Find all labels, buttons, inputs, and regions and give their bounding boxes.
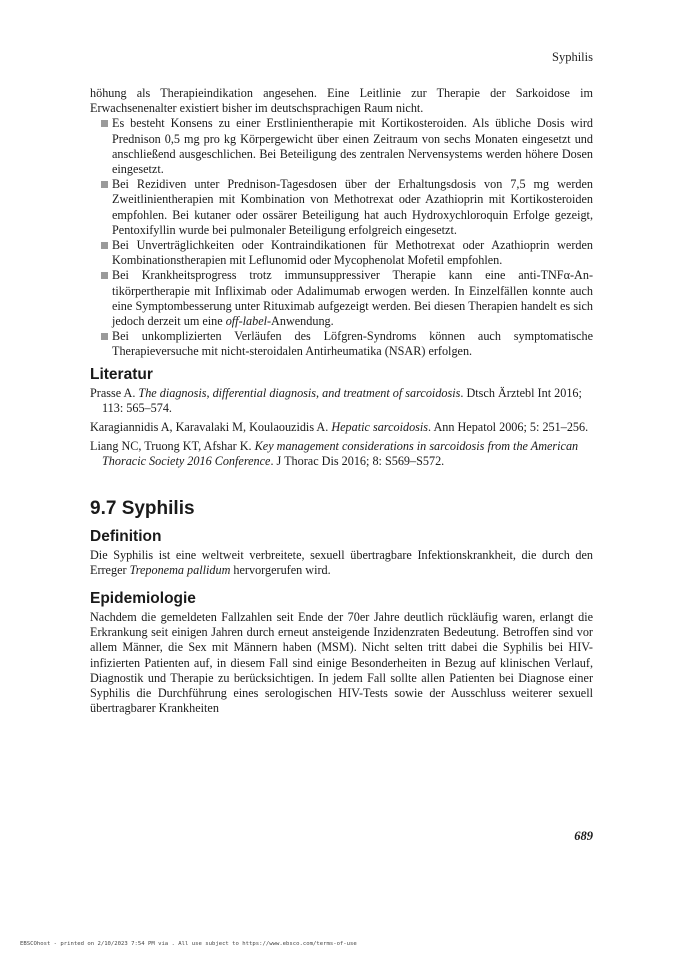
bullet-square-icon [101,333,108,340]
reference-title: The diagnosis, differential diagnosis, and treatment of sarcoidosis [138,385,461,400]
bullet-square-icon [101,181,108,188]
reference-item: Prasse A. The diagnosis, differential diagnosis, and treatment of sarcoidosis. Dtsch Ärztebl Int 2016; 113: 565–574. [90,385,582,415]
bullet-square-icon [101,242,108,249]
bullet-text: Es besteht Konsens zu einer Erstlinientherapie mit Kortikosteroiden. Als übliche Dosis wird Prednison 0,5 mg pro kg Körpergewicht über einen Zeitraum von sechs Monaten eingesetzt und anschließend ausgeschlichen. Bei Beteiligung des zentralen Nervensystems werden höhere Dosen eingesetzt. [112,116,593,177]
bullet-item [90,238,593,268]
bullet-italic-term: off-label [225,314,267,329]
bullet-item [90,329,593,359]
running-head: Syphilis [552,50,593,64]
bullet-text: Bei Krankheitsprogress trotz immunsuppressiver Therapie kann eine anti-TNFα-Antikörpertherapie mit Infliximab oder Adalimumab erwogen werden. In Einzelfällen konnte auch eine Symptombesserung unter Rituximab aufgezeigt werden. Bei diesen Therapien handelt es sich jedoch derzeit um eine [112,268,593,329]
reference-item: Liang NC, Truong KT, Afshar K. Key management considerations in sarcoidosis from the American Thoracic Society 2016 Conference. J Thorac Dis 2016; 8: S569–S572. [90,439,579,469]
therapy-bullet-list [90,116,593,359]
reference-title: Hepatic sarcoidosis [331,420,429,435]
page-number: 689 [574,829,593,843]
print-footer: EBSCOhost - printed on 2/10/2023 7:54 PM via . All use subject to https://www.ebsco.com/terms-of-use [20,941,357,947]
bullet-text: Bei Rezidiven unter Prednison-Tagesdosen über der Erhaltungsdosis von 7,5 mg werden Zweitlinientherapien mit Kombination von Methotrexat oder Azathioprin mit Kortikosteroiden empfohlen. Bei kutaner oder ossärer Beteiligung hat auch Hydroxychloroquin Erfolge gezeigt, Pentoxifyllin wurde bei pulmonaler Beteiligung erfolgreich eingesetzt. [112,177,593,237]
reference-item: Karagiannidis A, Karavalaki M, Koulaouzidis A. Hepatic sarcoidosis. Ann Hepatol 2006; 5: 251–256. [90,420,589,435]
epidemiologie-heading: Epidemiologie [90,590,196,608]
literatur-heading: Literatur [90,365,153,383]
bullet-square-icon [101,120,108,127]
intro-paragraph: höhung als Therapieindikation angesehen. Eine Leitlinie zur Therapie der Sarkoidose im Erwachsenenalter existiert bisher im deutschsprachigen Raum nicht. [90,86,593,116]
section-title: 9.7 Syphilis [90,497,195,519]
bullet-text-end: -Anwendung. [267,314,334,329]
bullet-item [90,268,593,329]
reference-title: Key management considerations in sarcoidosis from the American Thoracic Society 2016 Conference [102,439,579,469]
bullet-item [90,177,593,238]
definition-paragraph: Die Syphilis ist eine weltweit verbreitete, sexuell übertragbare Infektionskrankheit, die durch den Erreger Treponema pallidum hervorgerufen wird. [90,547,593,577]
bullet-text: Bei unkomplizierten Verläufen des Löfgren-Syndroms können auch symptomatische Therapieversuche mit nicht-steroidalen Antirheumatika (NSAR) erfolgen. [112,329,593,359]
bullet-square-icon [101,272,108,279]
epidemiologie-paragraph: Nachdem die gemeldeten Fallzahlen seit Ende der 70er Jahre deutlich rückläufig waren, erlangt die Erkrankung seit einigen Jahren durch erneut ansteigende Inzidenzraten Bedeutung. Betroffen sind vor allem Männer, die Sex mit Männern haben (MSM). Nicht selten tritt dabei die Syphilis bei HIV-infizierten Patienten auf, in diesem Fall sind einige Besonderheiten in Bezug auf klinischen Verlauf, Diagnostik und Therapie zu berücksichtigen. In jedem Fall sollte allen Patienten bei Diagnose einer Syphilis die Durchführung eines serologischen HIV-Tests sowie der Ausschluss weiterer sexuell übertragbarer Krankheiten [90,610,593,716]
bullet-item [90,116,593,177]
pathogen-name: Treponema pallidum [129,562,231,577]
bullet-text: Bei Unverträglichkeiten oder Kontraindikationen für Methotrexat oder Azathioprin werden Kombinationstherapien mit Leflunomid oder Mycophenolat Mofetil empfohlen. [112,238,593,268]
body-text [90,86,593,717]
definition-heading: Definition [90,527,162,545]
